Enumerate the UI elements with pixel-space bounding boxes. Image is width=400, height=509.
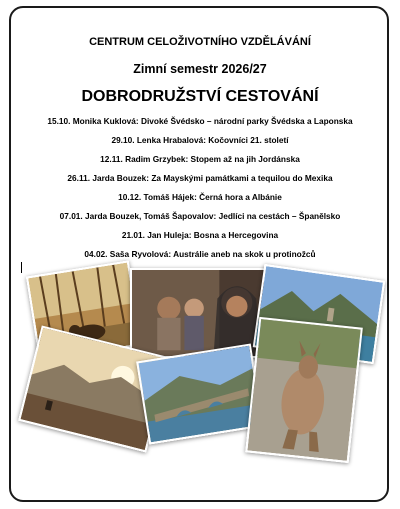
series-title: DOBRODRUŽSTVÍ CESTOVÁNÍ xyxy=(81,88,319,105)
event-line: 07.01. Jarda Bouzek, Tomáš Šapovalov: Jedlíci na cestách – Španělsko xyxy=(59,211,341,221)
event-line: 12.11. Radim Grzybek: Stopem až na jih Jordánska xyxy=(100,154,300,164)
event-line: 04.02. Saša Ryvolová: Austrálie aneb na skok u protinožců xyxy=(84,249,316,259)
organization-heading: CENTRUM CELOŽIVOTNÍHO VZDĚLÁVÁNÍ xyxy=(89,36,311,48)
event-line: 21.01. Jan Huleja: Bosna a Hercegovina xyxy=(121,230,279,240)
photo-stone-bridge xyxy=(136,343,264,444)
photo-kangaroo xyxy=(245,317,363,463)
semester-heading: Zimní semestr 2026/27 xyxy=(133,62,267,76)
event-line: 15.10. Monika Kuklová: Divoké Švédsko – národní parky Švédska a Laponska xyxy=(47,116,353,126)
event-line: 29.10. Lenka Hrabalová: Kočovníci 21. století xyxy=(111,135,289,145)
text-cursor xyxy=(21,262,22,273)
event-line: 26.11. Jarda Bouzek: Za Mayskými památkami a tequilou do Mexika xyxy=(67,173,333,183)
event-line: 10.12. Tomáš Hájek: Černá hora a Albánie xyxy=(118,192,282,202)
